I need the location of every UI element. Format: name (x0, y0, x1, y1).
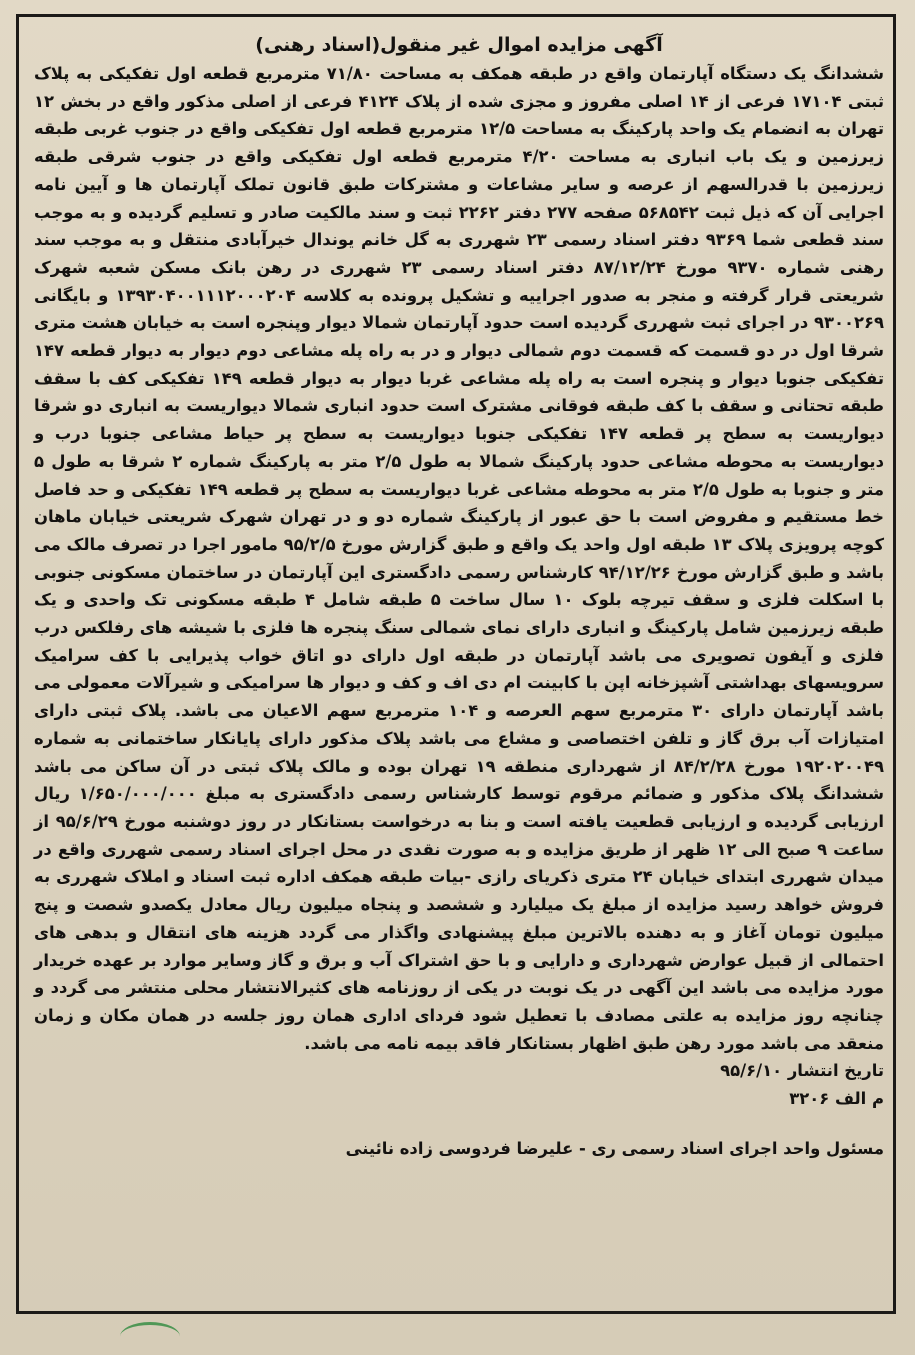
notice-title: آگهی مزایده اموال غیر منقول(اسناد رهنی) (255, 34, 663, 56)
signature-line: مسئول واحد اجرای اسناد رسمی ری - علیرضا فردوسی زاده نائینی (345, 1138, 884, 1158)
notice-code: م الف ۳۲۰۶ (789, 1089, 884, 1109)
notice-body: ششدانگ یک دستگاه آپارتمان واقع در طبقه همکف به مساحت ۷۱/۸۰ مترمربع قطعه اول تفکیکی به پلاک ثبتی ۱۷۱۰۴ فرعی از ۱۴ اصلی مفروز و مجزی شده از پلاک ۴۱۲۴ فرعی از اصلی مذکور واقع در بخش ۱۲ تهران به انضمام یک واحد پارکینگ به مساحت ۱۲/۵ مترمربع قطعه اول تفکیکی واقع در جنوب غربی طبقه زیرزمین و یک باب انباری به مساحت ۴/۲۰ مترمربع قطعه اول تفکیکی واقع در جنوب شرقی طبقه زیرزمین با قدرالسهم از عرصه و سایر مشاعات و مشترکات طبق قانون تملک آپارتمان ها و آیین نامه اجرایی آن که ذیل ثبت ۵۶۸۵۴۲ صفحه ۲۷۷ دفتر ۲۲۶۲ ثبت و سند مالکیت صادر و تسلیم گردیده و به موجب سند قطعی شما ۹۳۶۹ دفتر اسناد رسمی ۲۳ شهرری به گل خانم یوندال خیرآبادی منتقل و به موجب سند رهنی شماره ۹۳۷۰ مورخ ۸۷/۱۲/۲۴ دفتر اسناد رسمی ۲۳ شهرری در رهن بانک مسکن شعبه شهرک شریعتی قرار گرفته و منجر به صدور اجراییه و تشکیل پرونده به کلاسه ۱۳۹۳۰۴۰۰۱۱۱۲۰۰۰۲۰۴ و بایگانی ۹۳۰۰۲۶۹ در اجرای ثبت شهرری گردیده است حدود آپارتمان شمالا دیوار وپنجره است به خیابان هشت متری شرقا اول در دو قسمت که قسمت دوم شمالی دیوار و در به راه پله مشاعی دوم دیوار به دیوار قطعه ۱۴۷ تفکیکی جنوبا دیوار و پنجره است به راه پله مشاعی غربا دیوار به دیوار قطعه ۱۴۹ تفکیکی کف با سقف طبقه تحتانی و سقف با کف طبقه فوقانی مشترک است حدود انباری شمالا دیواریست به انباری دو شرقا دیواریست به سطح پر قطعه ۱۴۷ تفکیکی جنوبا دیواریست به سطح پر حیاط مشاعی جنوبا درب و دیواریست به محوطه مشاعی حدود پارکینگ شمالا به طول ۲/۵ متر به پارکینگ شماره ۲ شرقا به طول ۵ متر و جنوبا به طول ۲/۵ متر به محوطه مشاعی غربا دیواریست به سطح پر قطعه ۱۴۹ تفکیکی و حد فاصل خط مستقیم و مفروض است با حق عبور از پارکینگ شماره دو و در تهران شهرک شریعتی خیابان ماهان کوچه پرویزی پلاک ۱۳ طبقه اول واحد یک واقع و طبق گزارش مورخ ۹۵/۲/۵ مامور اجرا در تصرف مالک می باشد و طبق گزارش مورخ ۹۴/۱۲/۲۶ کارشناس رسمی دادگستری این آپارتمان در ساختمان مسکونی جنوبی با اسکلت فلزی و سقف تیرچه بلوک ۱۰ سال ساخت ۵ طبقه شامل ۴ طبقه مسکونی تک واحدی و یک طبقه زیرزمین شامل پارکینگ و انباری دارای نمای شمالی سنگ پنجره ها فلزی با شیشه های رفلکس درب فلزی و آیفون تصویری می باشد آپارتمان در طبقه اول دارای دو اتاق خواب پذیرایی با کف سرامیک سرویسهای بهداشتی آشپزخانه اپن با کابینت ام دی اف و کف و دیوار ها سرامیکی و شیرآلات معمولی می باشد آپارتمان دارای ۳۰ مترمربع سهم العرصه و ۱۰۴ مترمربع سهم الاعیان می باشد. پلاک ثبتی دارای امتیازات آب برق گاز و تلفن اختصاصی و مشاع می باشد پلاک مذکور دارای پایانکار ساختمانی به شماره ۱۹۲۰۲۰۰۴۹ مورخ ۸۴/۲/۲۸ از شهرداری منطقه ۱۹ تهران بوده و مالک پلاک ثبتی در آن ساکن می باشد ششدانگ پلاک مذکور و ضمائم مرقوم توسط کارشناس رسمی دادگستری به مبلغ ۱/۶۵۰/۰۰۰/۰۰۰ ریال ارزیابی گردیده و ارزیابی قطعیت یافته است و بنا به درخواست بستانکار در روز دوشنبه مورخ ۹۵/۶/۲۹ از ساعت ۹ صبح الی ۱۲ ظهر از طریق مزایده و به صورت نقدی در محل اجرای اسناد رسمی شهرری واقع در میدان شهرری ابتدای خیابان ۲۴ متری ذکریای رازی -بیات طبقه همکف اداره ثبت اسناد و املاک شهرری به فروش خواهد رسید مزایده از مبلغ یک میلیارد و ششصد و پنجاه میلیون ریال معادل یکصدو شصت و پنج میلیون تومان آغاز و به دهنده بالاترین مبلغ پیشنهادی واگذار می گردد هزینه های انتقال و بدهی های احتمالی از قبیل عوارض شهرداری و دارایی و با حق اشتراک آب و برق و گاز وسایر موارد بر عهده خریدار مورد مزایده می باشد این آگهی در یک نوبت در یکی از روزنامه های کثیرالانتشار محلی منتشر می گردد و چنانچه روز مزایده به علتی مصادف با تعطیل شود فردای اداری همان روز جلسه در همان مکان و زمان منعقد می باشد مورد رهن طبق اظهار بستانکار فاقد بیمه نامه می باشد. (34, 64, 885, 1053)
publish-date: تاریخ انتشار ۹۵/۶/۱۰ (720, 1061, 884, 1081)
green-ink-mark (120, 1322, 180, 1351)
auction-notice (34, 30, 884, 1162)
